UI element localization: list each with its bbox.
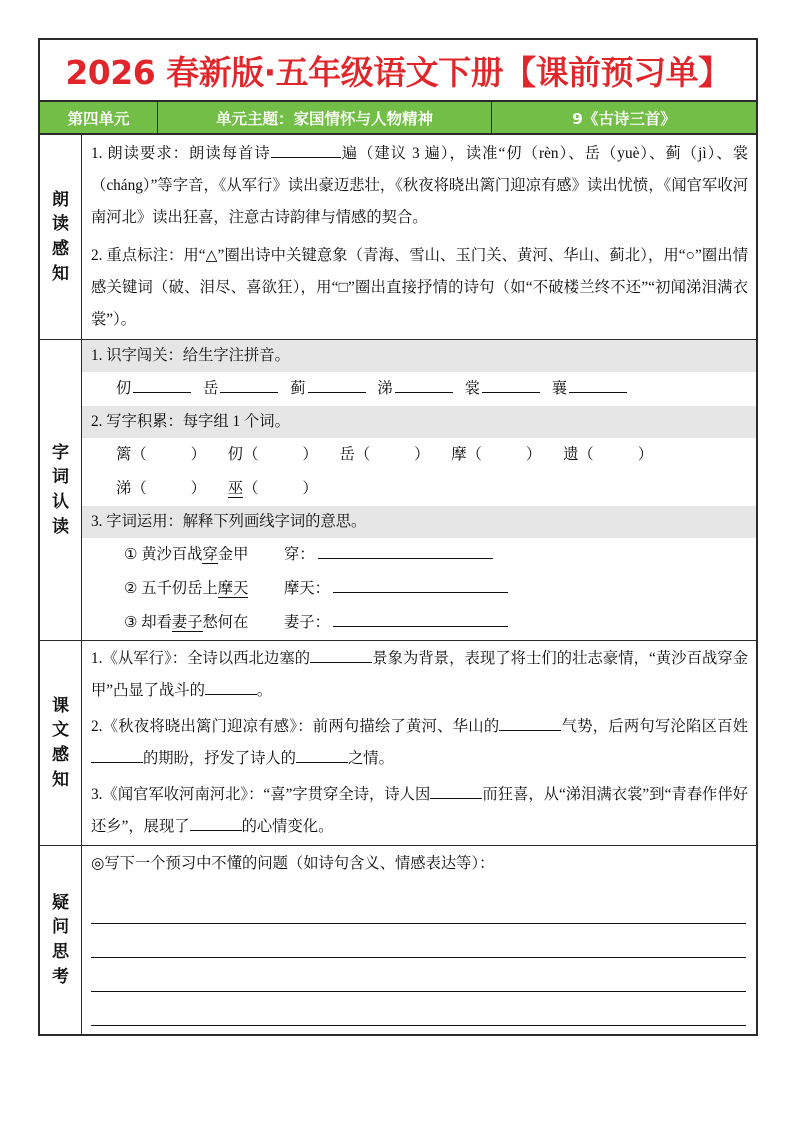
pinyin-item bbox=[203, 373, 278, 405]
explain-key: 摩天： bbox=[284, 580, 330, 597]
fill-blank[interactable] bbox=[430, 798, 482, 799]
reading-item-2: 2. 重点标注：用“△”圈出诗中关键意象（青海、雪山、玉门关、黄河、华山、蓟北），用“○”圈出情感关键词（破、泪尽、喜欲狂），用“□”圈出直接抒情的诗句（如“不破楼兰终不还”“初闻涕泪满衣裳”）。 bbox=[91, 247, 748, 328]
section-comprehension bbox=[40, 641, 756, 846]
explain-blank[interactable] bbox=[333, 626, 508, 627]
comprehension-item-2 bbox=[82, 709, 756, 777]
label-char: 感 bbox=[52, 745, 69, 765]
text-part: 气势，后两句写沦陷区百姓 bbox=[561, 718, 748, 735]
word-char: 仞 bbox=[227, 446, 244, 463]
item-number: ① bbox=[124, 547, 138, 563]
text-part: 1.《从军行》：全诗以西北边塞的 bbox=[91, 650, 311, 667]
explain-row bbox=[82, 538, 756, 572]
pinyin-char: 裳 bbox=[464, 380, 480, 397]
fill-blank[interactable] bbox=[296, 762, 348, 763]
answer-line[interactable] bbox=[91, 958, 746, 992]
pinyin-blank[interactable] bbox=[569, 392, 627, 393]
pinyin-blank[interactable] bbox=[395, 392, 453, 393]
label-char: 读 bbox=[52, 516, 69, 537]
fill-blank[interactable] bbox=[205, 694, 257, 695]
text-part: 2.《秋夜将晓出篱门迎凉有感》：前两句描绘了黄河、华山的 bbox=[91, 718, 500, 735]
word-char: 遗 bbox=[563, 446, 579, 463]
explain-blank[interactable] bbox=[333, 592, 508, 593]
section-reading bbox=[40, 135, 756, 340]
sentence-before: 五千仞岳上 bbox=[141, 580, 218, 597]
sentence-before: 黄沙百战 bbox=[141, 546, 203, 563]
section-label-comprehension bbox=[40, 641, 82, 845]
underlined-word: 妻子 bbox=[171, 614, 203, 631]
word-char: 巫 bbox=[227, 480, 244, 497]
word-char: 摩 bbox=[451, 446, 467, 463]
fill-blank[interactable] bbox=[190, 830, 242, 831]
section-content-words bbox=[82, 340, 756, 640]
label-char: 思 bbox=[52, 942, 69, 962]
section-content-comprehension bbox=[82, 641, 756, 845]
label-char: 读 bbox=[52, 214, 69, 235]
comprehension-item-3 bbox=[82, 777, 756, 845]
fill-blank[interactable] bbox=[499, 730, 561, 731]
answer-lines bbox=[82, 882, 756, 1034]
reading-item-1-part-a: 1. 朗读要求：朗读每首诗 bbox=[91, 145, 271, 162]
words-subheading-2: 2. 写字积累：每字组 1 个词。 bbox=[82, 406, 756, 438]
fill-blank[interactable] bbox=[91, 762, 143, 763]
word-char: 涕 bbox=[116, 480, 132, 497]
unit-number: 第四单元 bbox=[40, 102, 158, 133]
text-part: 而狂喜，从“涕泪满衣裳”到“青春作伴好还乡”，展现了 bbox=[91, 786, 748, 835]
unit-theme: 单元主题：家国情怀与人物精神 bbox=[158, 102, 492, 133]
worksheet-table bbox=[38, 38, 758, 1036]
label-char: 考 bbox=[52, 966, 69, 987]
section-label-words bbox=[40, 340, 82, 640]
reading-item-1-part-b: 遍（建议 3 遍），读准“仞（rèn）、岳（yuè）、蓟（jì）、裳（cháng）”等字音，《从军行》读出豪迈悲壮，《秋夜将晓出篱门迎凉有感》读出忧愤，《闻官军收河南河北》读出狂喜，注意古诗韵律与情感的契合。 bbox=[91, 145, 748, 226]
label-char: 课 bbox=[52, 695, 69, 716]
write-words-row-2 bbox=[82, 472, 756, 506]
title-row bbox=[40, 40, 756, 102]
label-char: 知 bbox=[52, 263, 69, 284]
label-char: 朗 bbox=[52, 189, 69, 210]
answer-line[interactable] bbox=[91, 886, 746, 924]
answer-line[interactable] bbox=[91, 992, 746, 1026]
pinyin-item bbox=[290, 373, 365, 405]
unit-band bbox=[40, 102, 756, 135]
pinyin-item bbox=[465, 373, 540, 405]
explain-sentence bbox=[124, 573, 274, 605]
label-char: 词 bbox=[52, 467, 69, 488]
word-item: 岳（ ） bbox=[339, 446, 430, 463]
text-part: 景象为背景，表现了将士们的壮志豪情，“黄沙百战穿金甲”凸显了战斗的 bbox=[91, 650, 748, 699]
sentence-after: 愁何在 bbox=[202, 614, 249, 631]
reading-item-1 bbox=[82, 135, 756, 237]
page-title: 2026 春新版·五年级语文下册【课前预习单】 bbox=[65, 52, 731, 92]
word-item: 仞（ ） bbox=[227, 446, 318, 463]
underlined-word: 穿 bbox=[202, 546, 218, 563]
questions-prompt: ◎写下一个预习中不懂的问题（如诗句含义、情感表达等）： bbox=[91, 855, 495, 872]
text-part: 。 bbox=[256, 682, 273, 699]
lesson-title: 9《古诗三首》 bbox=[492, 102, 756, 133]
pinyin-blank[interactable] bbox=[482, 392, 540, 393]
label-char: 疑 bbox=[52, 892, 69, 913]
section-questions bbox=[40, 846, 756, 1034]
text-part: 之情。 bbox=[347, 750, 394, 767]
label-char: 认 bbox=[52, 492, 69, 512]
pinyin-char: 蓟 bbox=[290, 380, 306, 397]
pinyin-item bbox=[116, 373, 191, 405]
pinyin-exercise-row bbox=[82, 372, 756, 406]
label-char: 问 bbox=[52, 917, 69, 938]
explain-blank[interactable] bbox=[318, 558, 493, 559]
fill-blank[interactable] bbox=[271, 157, 341, 158]
text-part: 的心情变化。 bbox=[241, 818, 334, 835]
pinyin-char: 岳 bbox=[203, 380, 219, 397]
sentence-before: 却看 bbox=[141, 614, 172, 631]
fill-blank[interactable] bbox=[310, 662, 372, 663]
explain-key: 穿： bbox=[284, 546, 315, 563]
answer-line[interactable] bbox=[91, 924, 746, 958]
section-content-reading bbox=[82, 135, 756, 339]
pinyin-char: 襄 bbox=[551, 380, 568, 397]
label-char: 感 bbox=[52, 239, 69, 259]
pinyin-blank[interactable] bbox=[308, 392, 366, 393]
pinyin-blank[interactable] bbox=[220, 392, 278, 393]
explain-sentence bbox=[124, 607, 274, 639]
label-char: 文 bbox=[52, 720, 69, 741]
underlined-word: 摩天 bbox=[217, 580, 249, 597]
section-words bbox=[40, 340, 756, 641]
item-number: ③ bbox=[124, 615, 138, 631]
comprehension-item-1 bbox=[82, 641, 756, 709]
item-number: ② bbox=[124, 581, 138, 597]
words-subheading-3: 3. 字词运用：解释下列画线字词的意思。 bbox=[82, 506, 756, 538]
label-char: 字 bbox=[52, 442, 69, 463]
word-item: 篱（ ） bbox=[116, 446, 206, 463]
pinyin-char: 涕 bbox=[377, 380, 393, 397]
sentence-after: 金甲 bbox=[217, 546, 249, 563]
text-part: 的期盼，抒发了诗人的 bbox=[143, 750, 296, 767]
word-item: 涕（ ） bbox=[116, 480, 206, 497]
word-item: 摩（ ） bbox=[451, 446, 542, 463]
section-label-reading bbox=[40, 135, 82, 339]
label-char: 知 bbox=[52, 769, 69, 790]
word-item: 遗（ ） bbox=[563, 446, 653, 463]
pinyin-item bbox=[552, 373, 627, 405]
pinyin-blank[interactable] bbox=[133, 392, 191, 393]
write-words-row-1 bbox=[82, 438, 756, 472]
explain-row bbox=[82, 572, 756, 606]
explain-sentence bbox=[124, 539, 274, 571]
explain-key: 妻子： bbox=[284, 614, 330, 631]
word-char: 篱 bbox=[116, 446, 132, 463]
explain-row bbox=[82, 606, 756, 640]
word-item: 巫（ ） bbox=[227, 480, 318, 497]
words-subheading-1: 1. 识字闯关：给生字注拼音。 bbox=[82, 340, 756, 372]
pinyin-item bbox=[377, 373, 452, 405]
section-content-questions bbox=[82, 846, 756, 1034]
word-char: 岳 bbox=[339, 446, 355, 463]
pinyin-char: 仞 bbox=[116, 380, 132, 397]
section-label-questions bbox=[40, 846, 82, 1034]
text-part: 3.《闻官军收河南河北》：“喜”字贯穿全诗，诗人因 bbox=[91, 786, 431, 803]
